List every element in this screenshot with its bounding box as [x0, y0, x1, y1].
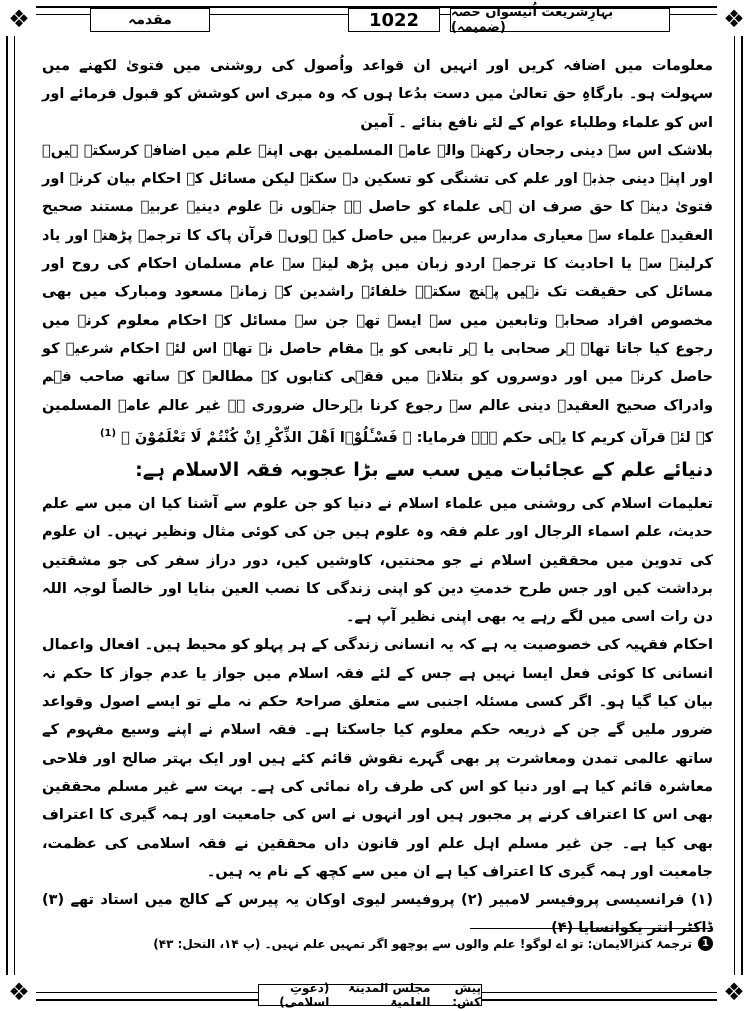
- corner-ornament-icon: ❖: [2, 2, 36, 36]
- page-footer: [258, 981, 482, 1009]
- paragraph: [42, 137, 713, 452]
- footnote-number: 1: [698, 936, 713, 951]
- section-heading: دنیائے علم کے عجائبات میں سب سے بڑا عجوبہ فقہ الاسلام ہے:: [135, 458, 713, 481]
- paragraph: تعلیمات اسلام کی روشنی میں علماء اسلام نے دنیا کو جن علوم سے آشنا کیا ان میں سے علم حدیث، علم اسماء الرجال اور علم فقہ وہ علوم ہیں جن کی کوئی مثال ونظیر نہیں۔ ان علوم کی تدوین میں محققین اسلام نے جو محنتیں، کاوشیں کیں، دور دراز سفر کی جو مشقتیں برداشت کیں اور جس طرح خدمتِ دین کو اپنی زندگی کا نصب العین بنایا اور خالصاً لوجہ اللہ دن رات اسی میں لگے رہے یہ بھی اپنی نظیر آپ ہے۔: [42, 495, 713, 626]
- footer-presenter: پیش کش:: [452, 981, 481, 1009]
- paragraph: (۱) فرانسیسی پروفیسر لامبیر (۲) پروفیسر لیوی اوکان یہ پیرس کے کالج میں استاد تھے (۳) ڈاکٹر انتر یکوانسایا (۴): [42, 892, 713, 937]
- footnote-divider: [470, 928, 713, 929]
- corner-ornament-icon: ❖: [2, 975, 36, 1009]
- page-header: [30, 6, 723, 38]
- footer-subtitle: (دعوتِ اسلامی): [279, 981, 330, 1009]
- paragraph: احکام فقہیہ کی خصوصیت یہ ہے کہ یہ انسانی زندگی کے ہر پہلو کو محیط ہیں۔ افعال واعمال انسانی کا کوئی فعل ایسا نہیں ہے جس کے لئے فقہ اسلام میں جواز یا عدم جواز کا حکم نہ بیان کیا گیا ہو۔ اگر کسی مسئلہ اجنبی سے متعلق صراحۃً حکم نہ ملے تو ایسے اصول وقواعد ضرور ملیں گے جن کے ذریعہ حکم معلوم کیا جاسکتا ہے۔ فقہ اسلام نے اپنے وسیع مفہوم کے ساتھ عالمی تمدن ومعاشرت پر بھی گہرے نقوش قائم کئے ہیں اور ایک بہتر صالح اور فلاحی معاشرہ قائم کیا ہے اور دنیا کو اس کی طرف راہ نمائی کی ہے۔ بہت سے غیر مسلم محققین بھی اس کا اعتراف کرنے پر مجبور ہیں اور انہوں نے اس کی جامعیت اور ہمہ گیری کا اعتراف بھی کیا ہے۔ جن غیر مسلم اہل علم اور قانون داں محققین نے فقہ اسلامی کی عظمت، جامعیت اور ہمہ گیری کا اعتراف کیا ہے ان میں سے کچھ کے نام یہ ہیں۔: [42, 637, 713, 880]
- body-text: [42, 52, 713, 943]
- corner-ornament-icon: ❖: [717, 2, 751, 36]
- footnote-reference: (1): [99, 427, 117, 439]
- footnote-text: ترجمۂ کنزالایمان: تو اے لوگو! علم والوں سے پوچھو اگر تمہیں علم نہیں۔ (پ ۱۴، النحل: ۴۳): [153, 936, 692, 951]
- quran-verse: ﴿ فَسْـَٔلُوْۤا اَهْلَ الذِّكْرِ اِنْ كُنْتُمْ لَا تَعْلَمُوْنَ ﴾: [121, 429, 412, 446]
- corner-ornament-icon: ❖: [717, 975, 751, 1009]
- section-title: مقدمہ: [90, 8, 210, 32]
- paragraph-text: بلاشک اس سے دینی رجحان رکھنے والے عامۃ المسلمین بھی اپنے علم میں اضافہ کرسکتے ہیں۔ اور اپنے دینی جذبے اور علم کی تشنگی کو تسکین دے سکتے لیکن مسائل کے احکام بیان کرنے اور فتویٰ دینے کا حق صرف ان ہی علماء کو حاصل ہے جنہوں نے علوم دینیہ عربیہ مستند صحیح العقیدہ علماء سے معیاری مدارس عربیہ میں حاصل کیے ہوں۔ قرآن پاک کا ترجمہ پڑھنے اور یاد کرلینے سے یا احادیث کا ترجمہ اردو زبان میں پڑھ لینے سے عام مسلمان احکام کی روح اور مسائل کی حقیقت تک نہیں پہنچ سکتے۔ خلفائے راشدین کے زمانہ مسعود ومبارک میں بھی مخصوص افراد صحابہ وتابعین میں سے ایسے تھے جن سے مسائل کے احکام معلوم کرنے میں رجوع کیا جاتا تھا۔ ہر صحابی یا ہر تابعی کو یہ مقام حاصل نہ تھا۔ اس لئے احکام شرعیہ کو حاصل کرنے میں اور دوسروں کو بتلانے میں فقہی کتابوں کے مطالعہ کے ساتھ صاحب فہم وادراک صحیح العقیدہ دینی عالم سے رجوع کرنا بہرحال ضروری ہے غیر عالم عامۃ المسلمین کے لئے قرآن کریم کا یہی حکم ہے۔ فرمایا:: [42, 142, 713, 446]
- page-number: 1022: [348, 8, 440, 32]
- footer-organization: مجلس المدینۃ العلمیۃ: [348, 981, 431, 1009]
- footnote: [153, 936, 713, 951]
- book-title: بہارِشریعت اُنیسواں حصہ (ضمیمہ): [450, 8, 670, 32]
- paragraph: معلومات میں اضافہ کریں اور انہیں ان قواعد واُصول کی روشنی میں فتویٰ لکھنے میں سہولت ہو۔ بارگاہِ حق تعالیٰ میں دست بدُعا ہوں کہ وہ میری اس کوشش کو قبول فرمائے اور اس کو علماء وطلباء عوام کے لئے نافع بنائے ۔ آمین: [42, 58, 713, 131]
